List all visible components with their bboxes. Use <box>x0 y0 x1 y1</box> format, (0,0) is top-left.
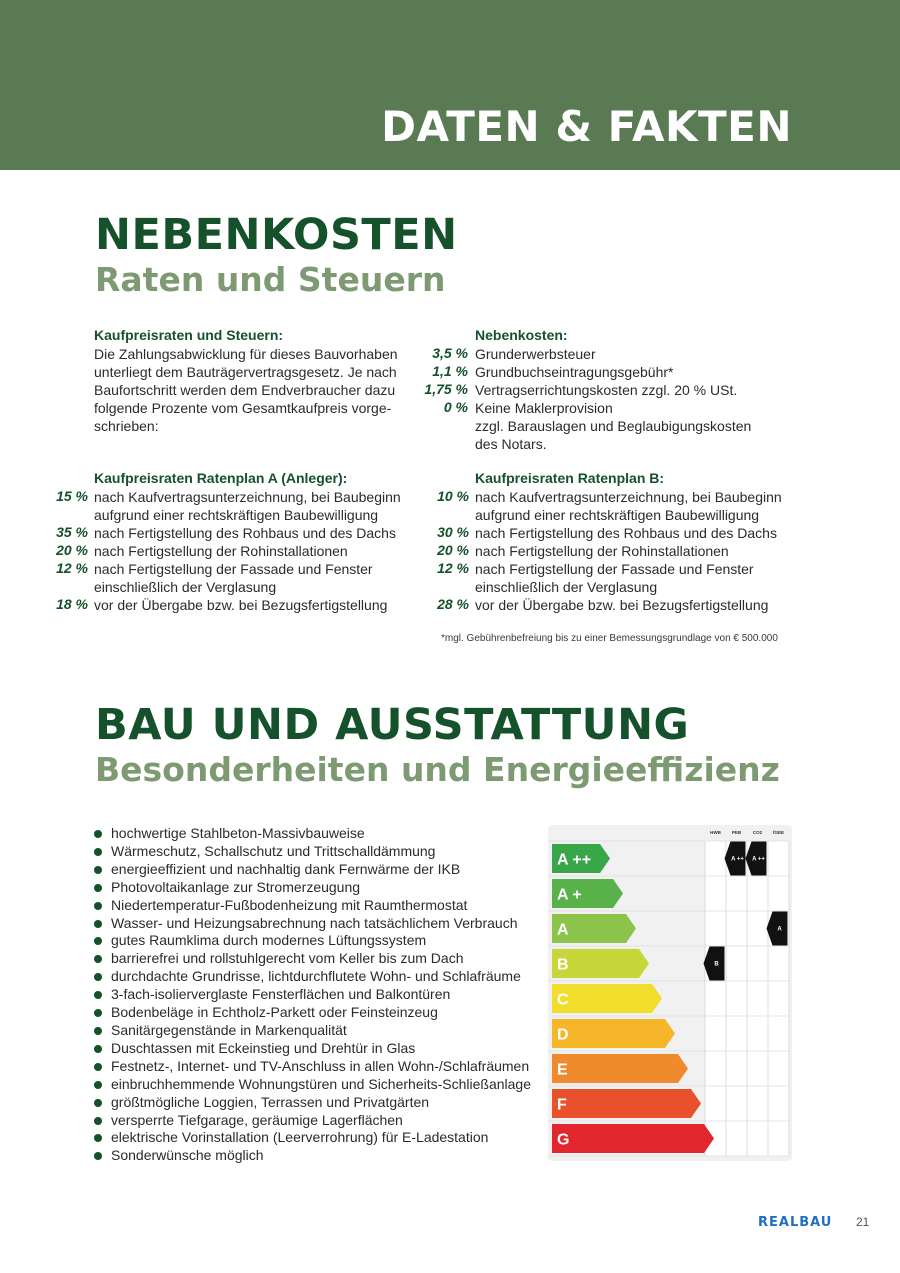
feature-item <box>94 861 539 879</box>
bullet-icon <box>94 955 102 963</box>
plan-b-row-text: einschließlich der Verglasung <box>475 579 658 595</box>
nebenkosten-item-text: Keine Maklerprovision <box>475 400 613 416</box>
plan-b-heading: Kaufpreisraten Ratenplan B: <box>475 470 665 486</box>
bullet-icon <box>94 1117 102 1125</box>
feature-item <box>94 1076 539 1094</box>
plan-b-row-text: nach Fertigstellung der Rohinstallationen <box>475 543 729 559</box>
feature-item <box>94 879 539 897</box>
kaufpreisraten-line: unterliegt dem Bauträgervertragsgesetz. Je nach <box>94 364 397 380</box>
plan-a-row-percent: 12 % <box>56 560 88 576</box>
bullet-icon <box>94 920 102 928</box>
feature-label: einbruchhemmende Wohnungstüren und Sicherheits-Schließanlage <box>111 1075 531 1092</box>
plan-b-row-percent: 12 % <box>437 560 469 576</box>
feature-item <box>94 968 539 986</box>
feature-label: versperrte Tiefgarage, geräumige Lagerflächen <box>111 1111 403 1128</box>
feature-item <box>94 825 539 843</box>
kaufpreisraten-line: schrieben: <box>94 418 159 434</box>
nebenkosten-heading: Nebenkosten: <box>475 327 568 343</box>
bullet-icon <box>94 1027 102 1035</box>
energy-class-bar <box>552 1054 688 1083</box>
bullet-icon <box>94 884 102 892</box>
energy-column-label: HWB <box>710 830 721 835</box>
feature-item <box>94 915 539 933</box>
feature-list <box>94 825 539 1165</box>
energy-class-label: A + <box>557 886 582 904</box>
energy-rating-label: A ++ <box>752 856 765 863</box>
feature-item <box>94 1094 539 1112</box>
feature-item <box>94 1129 539 1147</box>
plan-b-row-percent: 20 % <box>437 542 469 558</box>
feature-label: Sanitärgegenstände in Markenqualität <box>111 1021 347 1038</box>
feature-item <box>94 1147 539 1165</box>
plan-a-row-text: aufgrund einer rechtskräftigen Baubewilligung <box>94 507 379 523</box>
realbau-logo: REALBAU <box>758 1215 833 1230</box>
plan-b-row-text: nach Fertigstellung der Fassade und Fenster <box>475 561 754 577</box>
plan-b-row-percent: 28 % <box>437 596 469 612</box>
plan-b-row-text: vor der Übergabe bzw. bei Bezugsfertigstellung <box>475 597 769 613</box>
feature-label: größtmögliche Loggien, Terrassen und Privatgärten <box>111 1093 430 1110</box>
bullet-icon <box>94 1009 102 1017</box>
kaufpreisraten-line: Baufortschritt werden dem Endverbraucher dazu <box>94 382 396 398</box>
feature-item <box>94 843 539 861</box>
feature-item <box>94 1040 539 1058</box>
feature-label: hochwertige Stahlbeton-Massivbauweise <box>111 825 365 841</box>
energy-rating-label: B <box>714 961 719 968</box>
energy-rating-label: A <box>777 926 782 933</box>
feature-item <box>94 950 539 968</box>
kaufpreisraten-line: Die Zahlungsabwicklung für dieses Bauvorhaben <box>94 346 398 362</box>
energy-class-label: B <box>557 956 569 974</box>
plan-a-row-text: nach Kaufvertragsunterzeichnung, bei Baubeginn <box>94 489 401 505</box>
nebenkosten-item-text: Grundbuchseintragungsgebühr* <box>475 364 674 380</box>
nebenkosten-item-percent: 1,75 % <box>424 381 468 397</box>
nebenkosten-item-percent: 1,1 % <box>432 363 468 379</box>
feature-label: 3-fach-isolierverglaste Fensterflächen und Balkontüren <box>111 986 451 1003</box>
feature-item <box>94 1022 539 1040</box>
page-number: 21 <box>856 1215 870 1229</box>
feature-item <box>94 986 539 1004</box>
bullet-icon <box>94 991 102 999</box>
energy-column-label: PEB <box>731 830 742 835</box>
feature-item <box>94 897 539 915</box>
nebenkosten-item-text: zzgl. Barauslagen und Beglaubigungskosten <box>475 418 752 434</box>
plan-b-row-percent: 30 % <box>437 524 469 540</box>
energy-class-bar <box>552 1124 714 1153</box>
feature-label: gutes Raumklima durch modernes Lüftungssystem <box>111 932 427 949</box>
feature-label: Sonderwünsche möglich <box>111 1147 264 1164</box>
footnote: *mgl. Gebührenbefreiung bis zu einer Bemessungsgrundlage von € 500.000 <box>441 633 778 644</box>
energy-class-label: C <box>557 991 569 1009</box>
plan-a-row-percent: 35 % <box>56 524 88 540</box>
nebenkosten-item-text: Grunderwerbsteuer <box>475 346 596 362</box>
plan-a-row-text: nach Fertigstellung der Rohinstallationen <box>94 543 348 559</box>
plan-b-row-percent: 10 % <box>437 488 469 504</box>
bullet-icon <box>94 1045 102 1053</box>
bullet-icon <box>94 1063 102 1071</box>
feature-item <box>94 1112 539 1130</box>
energy-class-label: A <box>557 921 569 939</box>
energy-class-label: F <box>557 1096 567 1114</box>
feature-item <box>94 932 539 950</box>
plan-a-row-percent: 18 % <box>56 596 88 612</box>
nebenkosten-item-percent: 3,5 % <box>432 345 468 361</box>
section-title-nebenkosten: NEBENKOSTEN <box>95 210 458 260</box>
feature-label: Wasser- und Heizungsabrechnung nach tatsächlichem Verbrauch <box>111 914 518 931</box>
bullet-icon <box>94 848 102 856</box>
bullet-icon <box>94 1099 102 1107</box>
plan-b-row-text: nach Kaufvertragsunterzeichnung, bei Baubeginn <box>475 489 782 505</box>
feature-label: Bodenbeläge in Echtholz-Parkett oder Feinsteinzeug <box>111 1004 438 1021</box>
bullet-icon <box>94 1134 102 1142</box>
plan-a-heading: Kaufpreisraten Ratenplan A (Anleger): <box>94 470 348 486</box>
feature-label: durchdachte Grundrisse, lichtdurchflutete Wohn- und Schlafräume <box>111 968 521 985</box>
bullet-icon <box>94 866 102 874</box>
feature-item <box>94 1004 539 1022</box>
kaufpreisraten-line: folgende Prozente vom Gesamtkaufpreis vorge- <box>94 400 392 416</box>
nebenkosten-item-percent: 0 % <box>443 399 468 415</box>
energy-column-label: CO2 <box>752 830 763 835</box>
feature-label: barrierefrei und rollstuhlgerecht vom Keller bis zum Dach <box>111 950 464 967</box>
bullet-icon <box>94 1081 102 1089</box>
feature-label: Duschtassen mit Eckeinstieg und Drehtür in Glas <box>111 1039 416 1056</box>
bullet-icon <box>94 830 102 838</box>
plan-a-row-percent: 15 % <box>56 488 88 504</box>
section-title-bau: BAU UND AUSSTATTUNG <box>95 700 690 750</box>
kaufpreisraten-heading: Kaufpreisraten und Steuern: <box>94 327 284 343</box>
feature-label: energieeffizient und nachhaltig dank Fernwärme der IKB <box>111 860 461 877</box>
kaufpreisraten-text <box>94 345 414 435</box>
energy-class-label: A ++ <box>557 851 592 869</box>
nebenkosten-item-text: des Notars. <box>475 436 547 452</box>
bullet-icon <box>94 937 102 945</box>
plan-a-row-text: einschließlich der Verglasung <box>94 579 277 595</box>
feature-label: Niedertemperatur-Fußbodenheizung mit Raumthermostat <box>111 896 468 913</box>
section-subtitle-raten: Raten und Steuern <box>95 260 446 299</box>
feature-label: Festnetz-, Internet- und TV-Anschluss in allen Wohn-/Schlafräumen <box>111 1057 530 1074</box>
energy-class-label: D <box>557 1026 569 1044</box>
plan-a-row-text: nach Fertigstellung des Rohbaus und des Dachs <box>94 525 396 541</box>
energy-class-label: G <box>557 1131 570 1149</box>
page-header-title: DATEN & FAKTEN <box>381 102 792 151</box>
energy-class-bar <box>552 1019 675 1048</box>
feature-label: elektrische Vorinstallation (Leerverrohrung) für E-Ladestation <box>111 1129 489 1146</box>
energy-class-bar <box>552 1089 701 1118</box>
energy-class-label: E <box>557 1061 568 1079</box>
feature-label: Wärmeschutz, Schallschutz und Trittschalldämmung <box>111 842 436 859</box>
bullet-icon <box>94 1152 102 1160</box>
nebenkosten-item-text: Vertragserrichtungskosten zzgl. 20 % USt. <box>475 382 738 398</box>
plan-a-row-text: vor der Übergabe bzw. bei Bezugsfertigstellung <box>94 597 388 613</box>
energy-column-label: fGEE <box>772 830 785 835</box>
energy-rating-label: A ++ <box>731 856 744 863</box>
bullet-icon <box>94 973 102 981</box>
energy-efficiency-chart <box>548 825 792 1161</box>
plan-a-row-text: nach Fertigstellung der Fassade und Fenster <box>94 561 373 577</box>
plan-b-row-text: nach Fertigstellung des Rohbaus und des Dachs <box>475 525 777 541</box>
bullet-icon <box>94 902 102 910</box>
plan-b-row-text: aufgrund einer rechtskräftigen Baubewilligung <box>475 507 760 523</box>
feature-item <box>94 1058 539 1076</box>
section-subtitle-besonderheiten: Besonderheiten und Energieeffizienz <box>95 750 780 789</box>
feature-label: Photovoltaikanlage zur Stromerzeugung <box>111 878 361 895</box>
plan-a-row-percent: 20 % <box>56 542 88 558</box>
